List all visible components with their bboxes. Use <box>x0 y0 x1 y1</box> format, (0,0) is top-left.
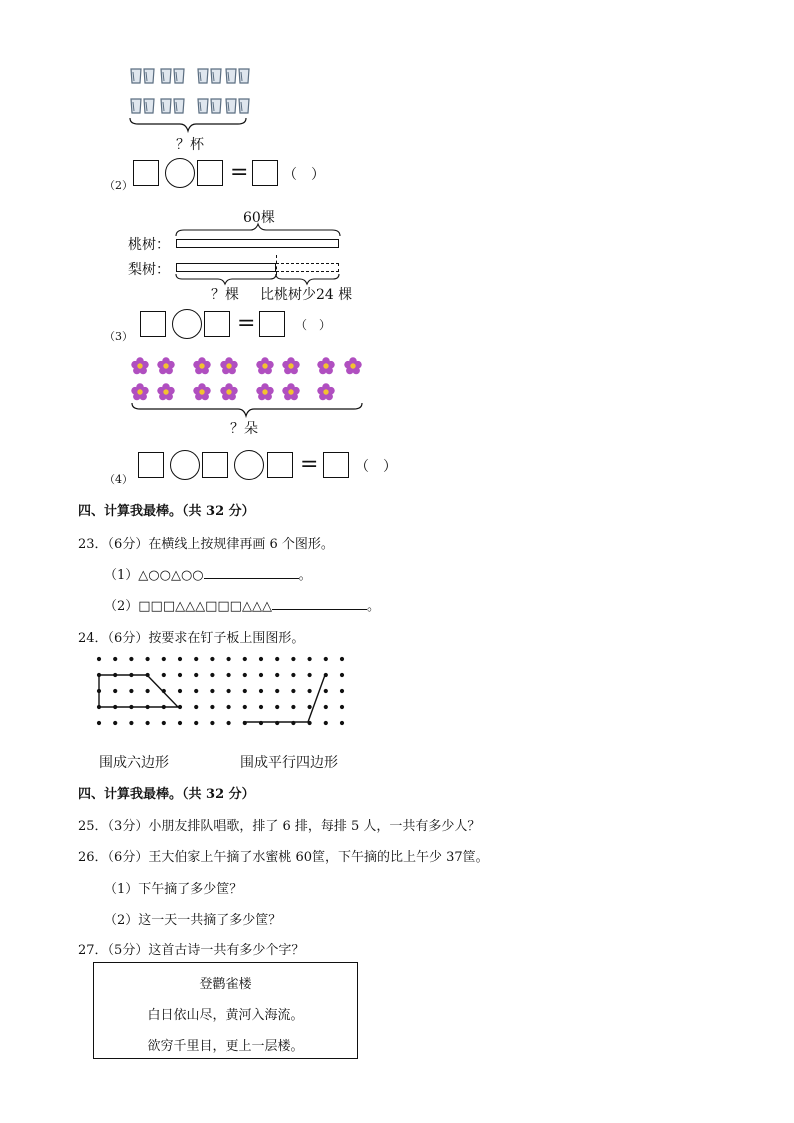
nail-dot[interactable] <box>210 657 214 661</box>
nail-dot[interactable] <box>243 673 247 677</box>
nail-dot[interactable] <box>243 657 247 661</box>
nail-dot[interactable] <box>324 705 328 709</box>
nail-dot[interactable] <box>324 721 328 725</box>
nail-dot[interactable] <box>227 673 231 677</box>
hexagon-label: 围成六边形 <box>99 755 169 771</box>
cup-icon <box>130 98 142 114</box>
section-title: 四、计算我最棒。（共 32 分） <box>78 787 255 802</box>
flower-icon <box>256 383 274 401</box>
q26-sub1: （1）下午摘了多少筐？ <box>104 882 243 897</box>
operator-circle[interactable] <box>234 450 264 480</box>
nail-dot[interactable] <box>178 721 182 725</box>
cups-brace <box>128 116 248 134</box>
nail-dot[interactable] <box>275 689 279 693</box>
nail-dot[interactable] <box>291 705 295 709</box>
nail-dot[interactable] <box>308 673 312 677</box>
nail-dot[interactable] <box>243 705 247 709</box>
nail-dot[interactable] <box>178 673 182 677</box>
answer-blank[interactable] <box>272 598 367 610</box>
nail-dot[interactable] <box>146 689 150 693</box>
answer-box[interactable] <box>267 452 293 478</box>
flower-icon <box>317 383 335 401</box>
nail-dot[interactable] <box>97 721 101 725</box>
poem-line-1: 白日依山尽，黄河入海流。 <box>147 1008 304 1023</box>
operator-circle[interactable] <box>170 450 200 480</box>
bar-top-brace <box>174 222 344 238</box>
bar-top-label: 60棵 <box>243 210 275 226</box>
nail-dot[interactable] <box>275 705 279 709</box>
cup-icon <box>238 68 250 84</box>
nail-dot[interactable] <box>308 657 312 661</box>
flower-icon <box>131 383 149 401</box>
cup-icon <box>210 98 222 114</box>
q25-stem: 25．（3分）小朋友排队唱歌，排了 6 排，每排 5 人，一共有多少人？ <box>78 819 481 834</box>
nail-dot[interactable] <box>162 721 166 725</box>
nail-dot[interactable] <box>97 657 101 661</box>
flower-icon <box>282 383 300 401</box>
cup-icon <box>143 68 155 84</box>
answer-box[interactable] <box>202 452 228 478</box>
nail-dot[interactable] <box>227 705 231 709</box>
flower-icon <box>157 383 175 401</box>
nail-dot[interactable] <box>162 657 166 661</box>
nail-dot[interactable] <box>194 673 198 677</box>
answer-box[interactable] <box>140 311 166 337</box>
nail-dot[interactable] <box>291 689 295 693</box>
poem-line-2: 欲穷千里目，更上一层楼。 <box>147 1039 304 1054</box>
nail-dot[interactable] <box>194 721 198 725</box>
cup-icon <box>197 98 209 114</box>
nail-dot[interactable] <box>259 689 263 693</box>
flower-icon <box>344 357 362 375</box>
nail-dot[interactable] <box>340 673 344 677</box>
nail-dot[interactable] <box>259 705 263 709</box>
nail-dot[interactable] <box>227 721 231 725</box>
nail-dot[interactable] <box>308 689 312 693</box>
cup-icon <box>173 68 185 84</box>
flower-icon <box>220 357 238 375</box>
nail-dot[interactable] <box>324 689 328 693</box>
nail-dot[interactable] <box>243 689 247 693</box>
nail-dot[interactable] <box>162 673 166 677</box>
cup-icon <box>197 68 209 84</box>
section-title: 四、计算我最棒。（共 32 分） <box>78 504 255 519</box>
nail-dot[interactable] <box>210 673 214 677</box>
q23-item1-text: （1）△○○△○○ <box>104 568 204 583</box>
flower-icon <box>193 383 211 401</box>
q26-sub2: （2）这一天一共摘了多少筐？ <box>104 913 282 928</box>
q2-marker: （2） <box>104 179 133 192</box>
flower-icon <box>193 357 211 375</box>
nail-dot[interactable] <box>178 689 182 693</box>
nail-dot[interactable] <box>227 689 231 693</box>
answer-box[interactable] <box>259 311 285 337</box>
nail-dot[interactable] <box>210 721 214 725</box>
nail-dot[interactable] <box>259 673 263 677</box>
peach-bar <box>176 239 339 248</box>
unit-paren[interactable]: （ ） <box>355 459 397 475</box>
q23-item1 <box>104 564 312 583</box>
cups-label: ？杯 <box>176 137 204 153</box>
q26-stem: 26．（6分）王大伯家上午摘了水蜜桃 60筐，下午摘的比上午少 37筐。 <box>78 850 489 865</box>
nail-dot[interactable] <box>129 689 133 693</box>
nail-dot[interactable] <box>291 657 295 661</box>
flower-icon <box>157 357 175 375</box>
poem-title: 登鹳雀楼 <box>199 977 252 992</box>
answer-blank[interactable] <box>204 567 299 579</box>
q23-item2-end: 。 <box>366 599 380 614</box>
cup-icon <box>160 98 172 114</box>
equals-sign: = <box>237 311 256 336</box>
nail-dot[interactable] <box>227 657 231 661</box>
nail-dot[interactable] <box>113 689 117 693</box>
flowers-label: ？朵 <box>230 421 258 437</box>
q27-stem: 27．（5分）这首古诗一共有多少个字？ <box>78 943 305 958</box>
answer-box[interactable] <box>133 160 159 186</box>
cup-icon <box>238 98 250 114</box>
unit-paren[interactable]: （ ） <box>283 167 325 183</box>
nail-dot[interactable] <box>340 657 344 661</box>
hexagon-start-line <box>99 675 178 707</box>
nail-dot[interactable] <box>275 673 279 677</box>
parallelogram-start-line <box>243 675 325 722</box>
nail-dot[interactable] <box>340 705 344 709</box>
cup-icon <box>173 98 185 114</box>
pear-question-label: ？棵 <box>211 287 239 303</box>
pear-label: 梨树： <box>128 262 170 278</box>
pear-deficit-bar <box>276 263 339 272</box>
flower-icon <box>131 357 149 375</box>
answer-box[interactable] <box>138 452 164 478</box>
q23-item1-end: 。 <box>298 568 312 583</box>
nail-dot[interactable] <box>340 689 344 693</box>
q23-item2-text: （2）□□□△△△□□□△△△ <box>104 599 272 614</box>
operator-circle[interactable] <box>165 158 195 188</box>
answer-box[interactable] <box>252 160 278 186</box>
nail-dot[interactable] <box>275 657 279 661</box>
nail-dot[interactable] <box>291 673 295 677</box>
q23-stem: 23．（6分）在横线上按规律再画 6 个图形。 <box>78 537 334 552</box>
equals-sign: = <box>230 160 249 185</box>
nail-dot[interactable] <box>129 721 133 725</box>
pear-diff-label: 比桃树少24 棵 <box>260 287 353 303</box>
answer-box[interactable] <box>204 311 230 337</box>
nail-dot[interactable] <box>340 721 344 725</box>
cup-icon <box>210 68 222 84</box>
cup-icon <box>225 68 237 84</box>
cup-icon <box>143 98 155 114</box>
nail-dot[interactable] <box>178 657 182 661</box>
flower-icon <box>282 357 300 375</box>
q3-marker: （3） <box>104 330 133 343</box>
peach-label: 桃树： <box>128 237 170 253</box>
parallelogram-label: 围成平行四边形 <box>240 755 338 771</box>
cup-icon <box>130 68 142 84</box>
unit-paren[interactable]: （ ） <box>295 318 332 332</box>
nail-dot[interactable] <box>146 657 150 661</box>
cup-icon <box>160 68 172 84</box>
nail-dot[interactable] <box>129 657 133 661</box>
nail-dot[interactable] <box>259 657 263 661</box>
nail-dot[interactable] <box>194 689 198 693</box>
q24-stem: 24．（6分）按要求在钉子板上围图形。 <box>78 631 305 646</box>
nail-dot[interactable] <box>324 657 328 661</box>
nail-board[interactable] <box>90 650 350 745</box>
nail-dot[interactable] <box>210 705 214 709</box>
answer-box[interactable] <box>323 452 349 478</box>
operator-circle[interactable] <box>172 309 202 339</box>
pear-bar <box>176 263 276 272</box>
flower-icon <box>256 357 274 375</box>
nail-dot[interactable] <box>210 689 214 693</box>
nail-dot[interactable] <box>113 721 117 725</box>
answer-box[interactable] <box>197 160 223 186</box>
poem-box <box>93 962 358 1059</box>
nail-dot[interactable] <box>146 721 150 725</box>
nail-dot[interactable] <box>194 657 198 661</box>
equals-sign: = <box>300 452 319 477</box>
q23-item2 <box>104 595 380 614</box>
nail-dot[interactable] <box>194 705 198 709</box>
nail-dot[interactable] <box>113 657 117 661</box>
cup-icon <box>225 98 237 114</box>
q4-marker: （4） <box>104 473 133 486</box>
flower-icon <box>317 357 335 375</box>
nail-dot[interactable] <box>308 705 312 709</box>
flower-icon <box>220 383 238 401</box>
flowers-brace <box>130 401 366 419</box>
